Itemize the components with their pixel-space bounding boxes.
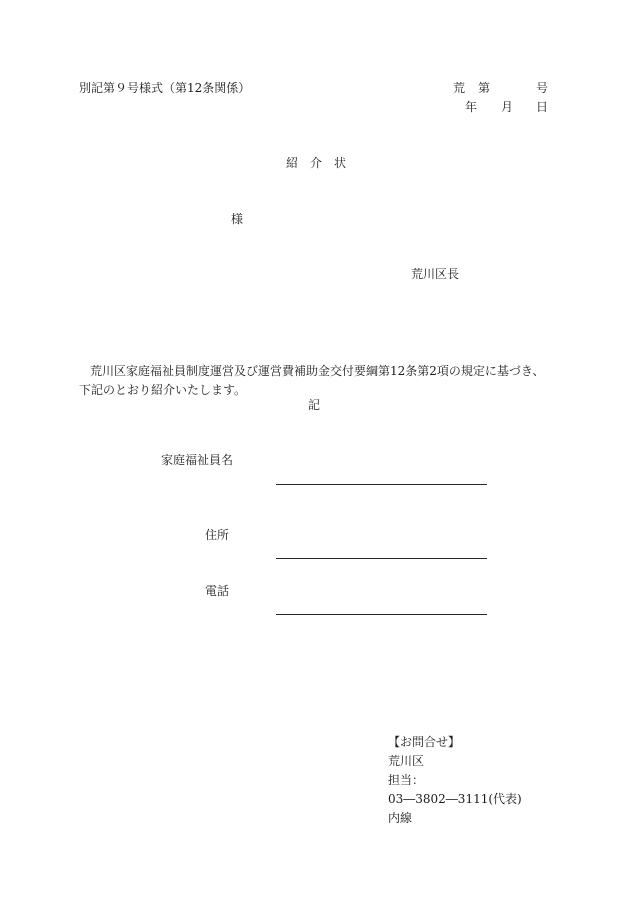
contact-dept: 荒川区 [388, 754, 425, 768]
title-char-1: 紹 [286, 156, 299, 170]
doc-number-prefix: 荒 [453, 81, 466, 95]
facility-name-line [276, 484, 487, 485]
title-char-3: 状 [334, 156, 347, 170]
address-line [276, 558, 487, 559]
doc-number-middle: 第 [478, 81, 491, 95]
facility-name-label: 家庭福祉員名 [161, 453, 234, 467]
contact-block [388, 733, 522, 828]
sender-name: 荒川区長 [411, 267, 460, 281]
phone-line [276, 614, 487, 615]
date-year: 年 [465, 100, 478, 114]
contact-heading: 【お問合せ】 [388, 735, 461, 749]
ki-heading: 記 [308, 398, 321, 412]
addressee-honorific: 様 [231, 212, 244, 226]
phone-label: 電話 [205, 584, 230, 598]
date-month: 月 [501, 100, 514, 114]
doc-number-suffix: 号 [536, 81, 549, 95]
address-label: 住所 [205, 528, 230, 542]
date-day: 日 [536, 100, 549, 114]
form-label: 別記第９号様式（第12条関係） [79, 81, 251, 95]
contact-extension: 内線 [388, 811, 413, 825]
document-title [286, 157, 346, 169]
contact-person: 担当： [388, 773, 425, 787]
title-char-2: 介 [310, 156, 323, 170]
body-paragraph: 荒川区家庭福祉員制度運営及び運営費補助金交付要綱第12条第2項の規定に基づき、下記のとおり紹介いたします。 [79, 364, 545, 397]
contact-phone: 03―3802―3111(代表) [388, 792, 522, 806]
